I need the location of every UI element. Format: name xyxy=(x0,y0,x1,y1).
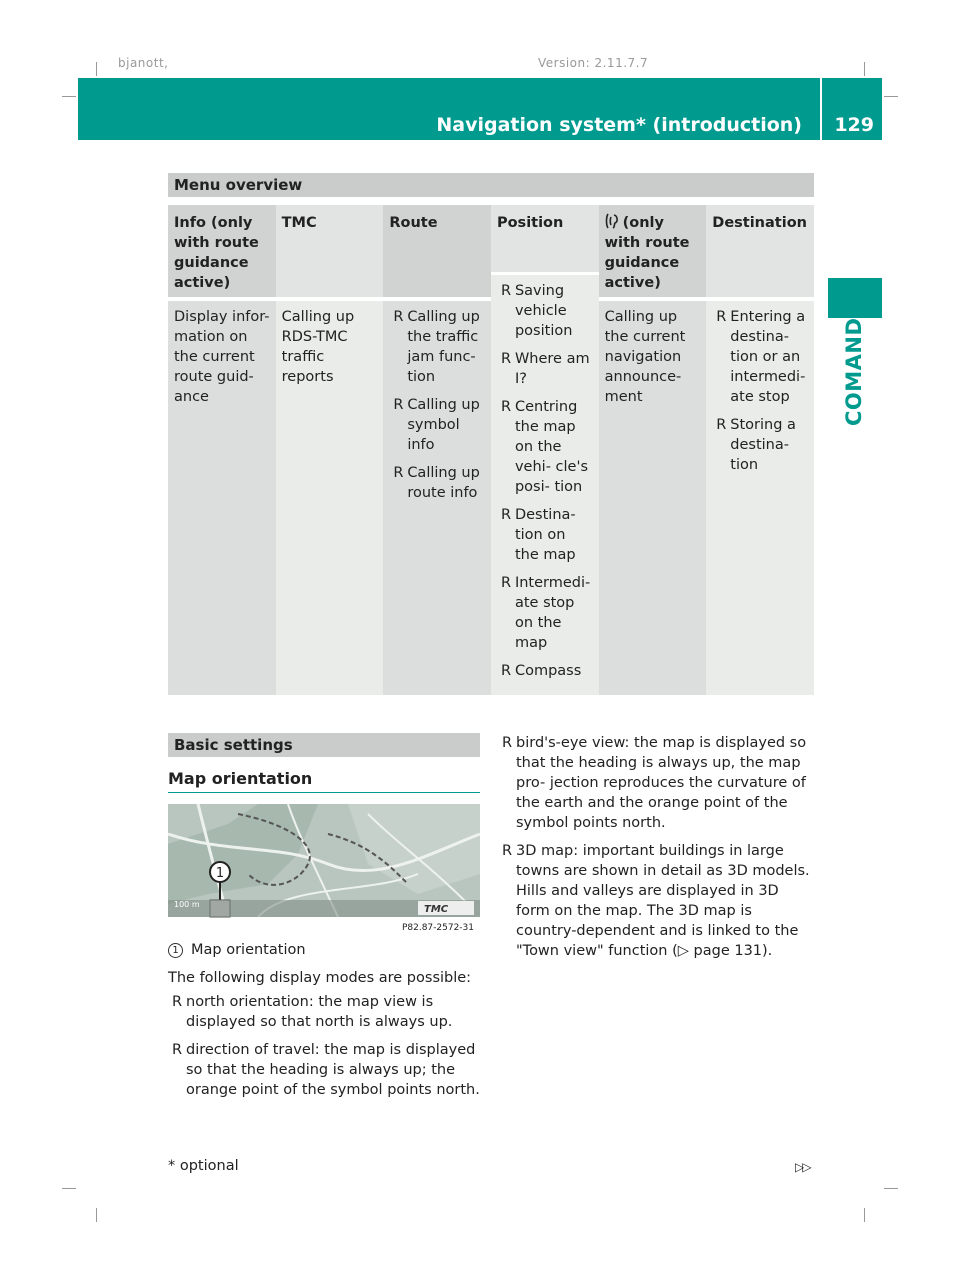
menu-column-info xyxy=(168,205,276,695)
figure-legend xyxy=(168,940,306,960)
list-item: R Intermedi- ate stop on the map xyxy=(497,573,593,653)
list-item: R Where am I? xyxy=(497,349,593,389)
list-item: R bird's-eye view: the map is displayed so that the heading is always up, the map pro- jection reproduces the curvature of the earth and the orange point of the symbol points north. xyxy=(498,733,816,833)
print-meta-left: bjanott, xyxy=(118,56,169,70)
header-divider xyxy=(820,78,822,140)
crop-mark xyxy=(96,62,97,76)
svg-text:TMC: TMC xyxy=(424,904,449,915)
list-item: R Centring the map on the vehi- cle's posi- tion xyxy=(497,397,593,497)
legend-number: 1 xyxy=(168,943,183,958)
list-item: R Entering a destina- tion or an intermedi- ate stop xyxy=(712,307,808,407)
menu-overview-title-text: Menu overview xyxy=(174,176,303,194)
crop-mark xyxy=(884,1188,898,1189)
map-image-code: P82.87-2572-31 xyxy=(401,923,474,933)
page-number: 129 xyxy=(834,114,874,136)
map-screenshot xyxy=(168,804,480,934)
footnote: * optional xyxy=(168,1158,239,1174)
column-body: Calling up the current navigation announce- ment xyxy=(599,301,707,695)
map-scale: 100 m xyxy=(174,900,200,909)
list-item: R Compass xyxy=(497,661,593,681)
crop-mark xyxy=(864,62,865,76)
map-callout-number: 1 xyxy=(215,866,225,881)
column-header: Info (only with route guidance active) xyxy=(168,205,276,297)
menu-column-position xyxy=(491,205,599,695)
page-title: Navigation system* (introduction) xyxy=(436,114,802,136)
list-item: R north orientation: the map view is displayed so that north is always up. xyxy=(168,992,480,1032)
list-item: R direction of travel: the map is displayed so that the heading is always up; the orange point of the symbol points north. xyxy=(168,1040,480,1100)
map-image xyxy=(168,804,480,934)
list-item: R Calling up the traffic jam func- tion xyxy=(389,307,485,387)
list-item: R 3D map: important buildings in large towns are shown in detail as 3D models. Hills and valleys are displayed in 3D form on the map. The 3D map is country-dependent and is linked to the "Town view" function (▷ page 131). xyxy=(498,841,816,961)
column-header-text: (only with route guidance active) xyxy=(604,215,690,291)
display-mode-list-right xyxy=(498,733,816,969)
section-title-text: Basic settings xyxy=(174,736,293,754)
list-item: R Calling up symbol info xyxy=(389,395,485,455)
column-header: Route xyxy=(383,205,491,297)
menu-column-tmc xyxy=(276,205,384,695)
column-header: Position xyxy=(491,205,599,272)
menu-overview-table xyxy=(168,205,814,695)
chapter-label: COMAND xyxy=(842,317,866,426)
intro-text: The following display modes are possible: xyxy=(168,970,472,986)
print-meta-right: Version: 2.11.7.7 xyxy=(538,56,649,70)
crop-mark xyxy=(62,96,76,97)
column-header xyxy=(599,205,707,297)
list-item: R Saving vehicle position xyxy=(497,281,593,341)
menu-column-destination xyxy=(706,205,814,695)
continue-arrow-icon: ▷▷ xyxy=(795,1160,810,1174)
section-title xyxy=(168,733,480,757)
crop-mark xyxy=(96,1208,97,1222)
chapter-tab xyxy=(828,278,882,318)
column-header: Destination xyxy=(706,205,814,297)
page-header xyxy=(78,78,882,140)
column-body: Calling up RDS-TMC traffic reports xyxy=(276,301,384,695)
menu-column-route xyxy=(383,205,491,695)
menu-column-voice xyxy=(599,205,707,695)
menu-overview-title xyxy=(168,173,814,197)
column-body xyxy=(383,301,491,695)
subsection-title: Map orientation xyxy=(168,769,313,788)
subsection-rule xyxy=(168,792,480,793)
crop-mark xyxy=(884,96,898,97)
list-item: R Destina- tion on the map xyxy=(497,505,593,565)
display-mode-list-left xyxy=(168,992,480,1108)
legend-text: Map orientation xyxy=(191,942,306,958)
crop-mark xyxy=(62,1188,76,1189)
voice-announcement-icon xyxy=(605,213,619,229)
column-body: Display infor- mation on the current route guid- ance xyxy=(168,301,276,695)
column-body xyxy=(706,301,814,695)
list-item: R Storing a destina- tion xyxy=(712,415,808,475)
column-body xyxy=(491,275,599,695)
list-item: R Calling up route info xyxy=(389,463,485,503)
crop-mark xyxy=(864,1208,865,1222)
column-header: TMC xyxy=(276,205,384,297)
